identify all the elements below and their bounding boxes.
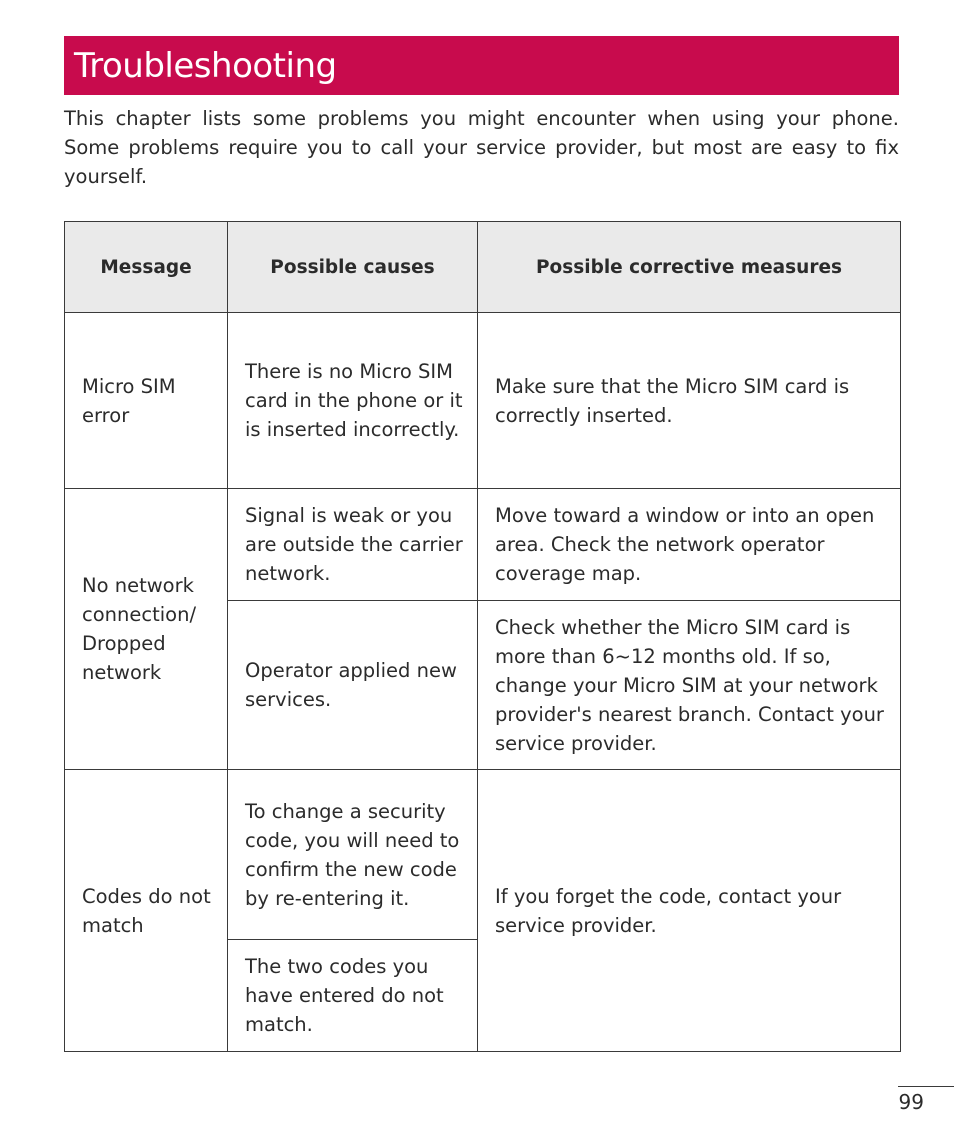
measure-cell: Move toward a window or into an open area. Check the network operator coverage map. bbox=[478, 489, 901, 601]
page-title: Troubleshooting bbox=[74, 45, 337, 86]
header-message: Message bbox=[65, 222, 228, 313]
message-cell: No network connection/ Dropped network bbox=[65, 489, 228, 770]
table-header-row bbox=[65, 222, 901, 313]
page-number: 99 bbox=[898, 1090, 924, 1114]
cause-cell: To change a security code, you will need to confirm the new code by re-entering it. bbox=[228, 770, 478, 940]
table-row bbox=[65, 770, 901, 940]
measure-cell: Check whether the Micro SIM card is more than 6~12 months old. If so, change your Micro SIM at your network provider's nearest branch. Contact your service provider. bbox=[478, 601, 901, 770]
message-cell: Codes do not match bbox=[65, 770, 228, 1052]
table-row bbox=[65, 313, 901, 489]
table-row bbox=[65, 489, 901, 601]
cause-cell: Operator applied new services. bbox=[228, 601, 478, 770]
page-number-rule bbox=[898, 1086, 954, 1087]
title-bar bbox=[64, 36, 899, 95]
header-possible-causes: Possible causes bbox=[228, 222, 478, 313]
intro-paragraph: This chapter lists some problems you might encounter when using your phone. Some problems require you to call your service provider, but most are easy to fix yourself. bbox=[64, 107, 899, 188]
header-corrective-measures: Possible corrective measures bbox=[478, 222, 901, 313]
cause-cell: Signal is weak or you are outside the carrier network. bbox=[228, 489, 478, 601]
cause-cell: There is no Micro SIM card in the phone or it is inserted incorrectly. bbox=[228, 313, 478, 489]
troubleshooting-table bbox=[64, 221, 901, 1052]
cause-cell: The two codes you have entered do not match. bbox=[228, 940, 478, 1052]
measure-cell: Make sure that the Micro SIM card is correctly inserted. bbox=[478, 313, 901, 489]
measure-cell: If you forget the code, contact your service provider. bbox=[478, 770, 901, 1052]
message-cell: Micro SIM error bbox=[65, 313, 228, 489]
